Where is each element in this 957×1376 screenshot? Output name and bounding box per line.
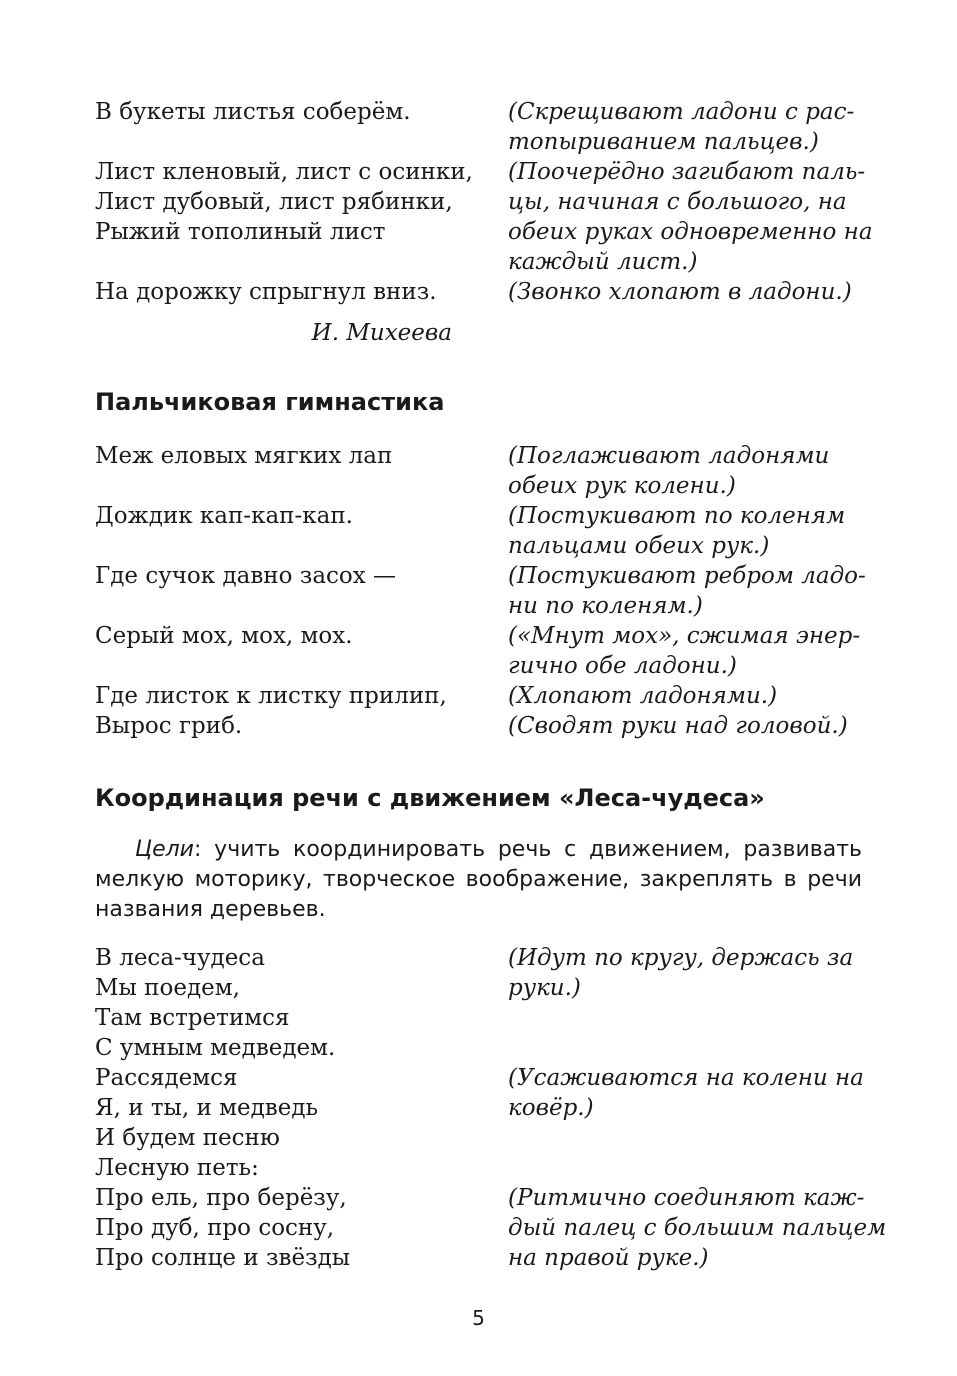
instruction-line: (Звонко хлопают в ладони.) [508,279,852,305]
verse-line: Где сучок давно засох — [95,563,397,589]
verse-line: Лист дубовый, лист рябинки, [95,189,453,215]
author-credit: И. Михеева [311,320,452,346]
instruction-line: (Усаживаются на колени на [508,1065,864,1091]
verse-line: На дорожку спрыгнул вниз. [95,279,437,305]
instruction-line: ковёр.) [508,1095,594,1121]
verse-line: Лесную петь: [95,1155,259,1181]
verse-line: В букеты листья соберём. [95,99,411,125]
verse-line: Я, и ты, и медведь [95,1095,319,1121]
verse-line: Где листок к листку прилип, [95,683,447,709]
verse-line: Меж еловых мягких лап [95,443,393,469]
instruction-line: гично обе ладони.) [508,653,737,679]
instruction-line: на правой руке.) [508,1245,709,1271]
verse-line: Про ель, про берёзу, [95,1185,347,1211]
instruction-line: (Скрещивают ладони с рас- [508,99,855,125]
instruction-line: обеих рук колени.) [508,473,736,499]
instruction-line: топыриванием пальцев.) [508,129,819,155]
instruction-line: ни по коленям.) [508,593,703,619]
instruction-line: цы, начиная с большого, на [508,189,847,215]
section-title: Пальчиковая гимнастика [95,388,445,416]
verse-line: Про солнце и звёзды [95,1245,351,1271]
instruction-line: руки.) [508,975,581,1001]
goals-label: Цели [135,837,194,862]
goals-text: : учить координировать речь с движением, развивать [193,837,862,862]
instruction-line: (Поглаживают ладонями [508,443,830,469]
verse-line: Рассядемся [95,1065,238,1091]
goals-line: мелкую моторику, творческое воображение, закреплять в речи [95,867,862,892]
instruction-line: («Мнут мох», сжимая энер- [508,623,861,649]
instruction-line: (Постукивают ребром ладо- [508,563,866,589]
goals-line: названия деревьев. [95,897,326,922]
verse-line: В леса-чудеса [95,945,265,971]
verse-line: Дождик кап-кап-кап. [95,503,353,529]
instruction-line: обеих руках одновременно на [508,219,873,245]
goals-paragraph [95,835,862,925]
instruction-line: каждый лист.) [508,249,698,275]
instruction-line: (Сводят руки над головой.) [508,713,848,739]
verse-line: Серый мох, мох, мох. [95,623,353,649]
verse-line: Вырос гриб. [95,713,243,739]
instruction-line: (Хлопают ладонями.) [508,683,778,709]
instruction-line: (Идут по кругу, держась за [508,945,854,971]
verse-line: Мы поедем, [95,975,240,1001]
section-title: Координация речи с движением «Леса-чудеса» [95,784,765,812]
instruction-line: пальцами обеих рук.) [508,533,770,559]
verse-line: С умным медведем. [95,1035,336,1061]
verse-line: И будем песню [95,1125,280,1151]
instruction-line: (Постукивают по коленям [508,503,846,529]
verse-line: Лист кленовый, лист с осинки, [95,159,473,185]
verse-line: Про дуб, про сосну, [95,1215,335,1241]
instruction-line: (Поочерёдно загибают паль- [508,159,866,185]
verse-line: Там встретимся [95,1005,290,1031]
instruction-line: дый палец с большим пальцем [508,1215,887,1241]
page-number: 5 [472,1306,485,1330]
instruction-line: (Ритмично соединяют каж- [508,1185,865,1211]
verse-line: Рыжий тополиный лист [95,219,386,245]
goals-line [95,835,862,865]
